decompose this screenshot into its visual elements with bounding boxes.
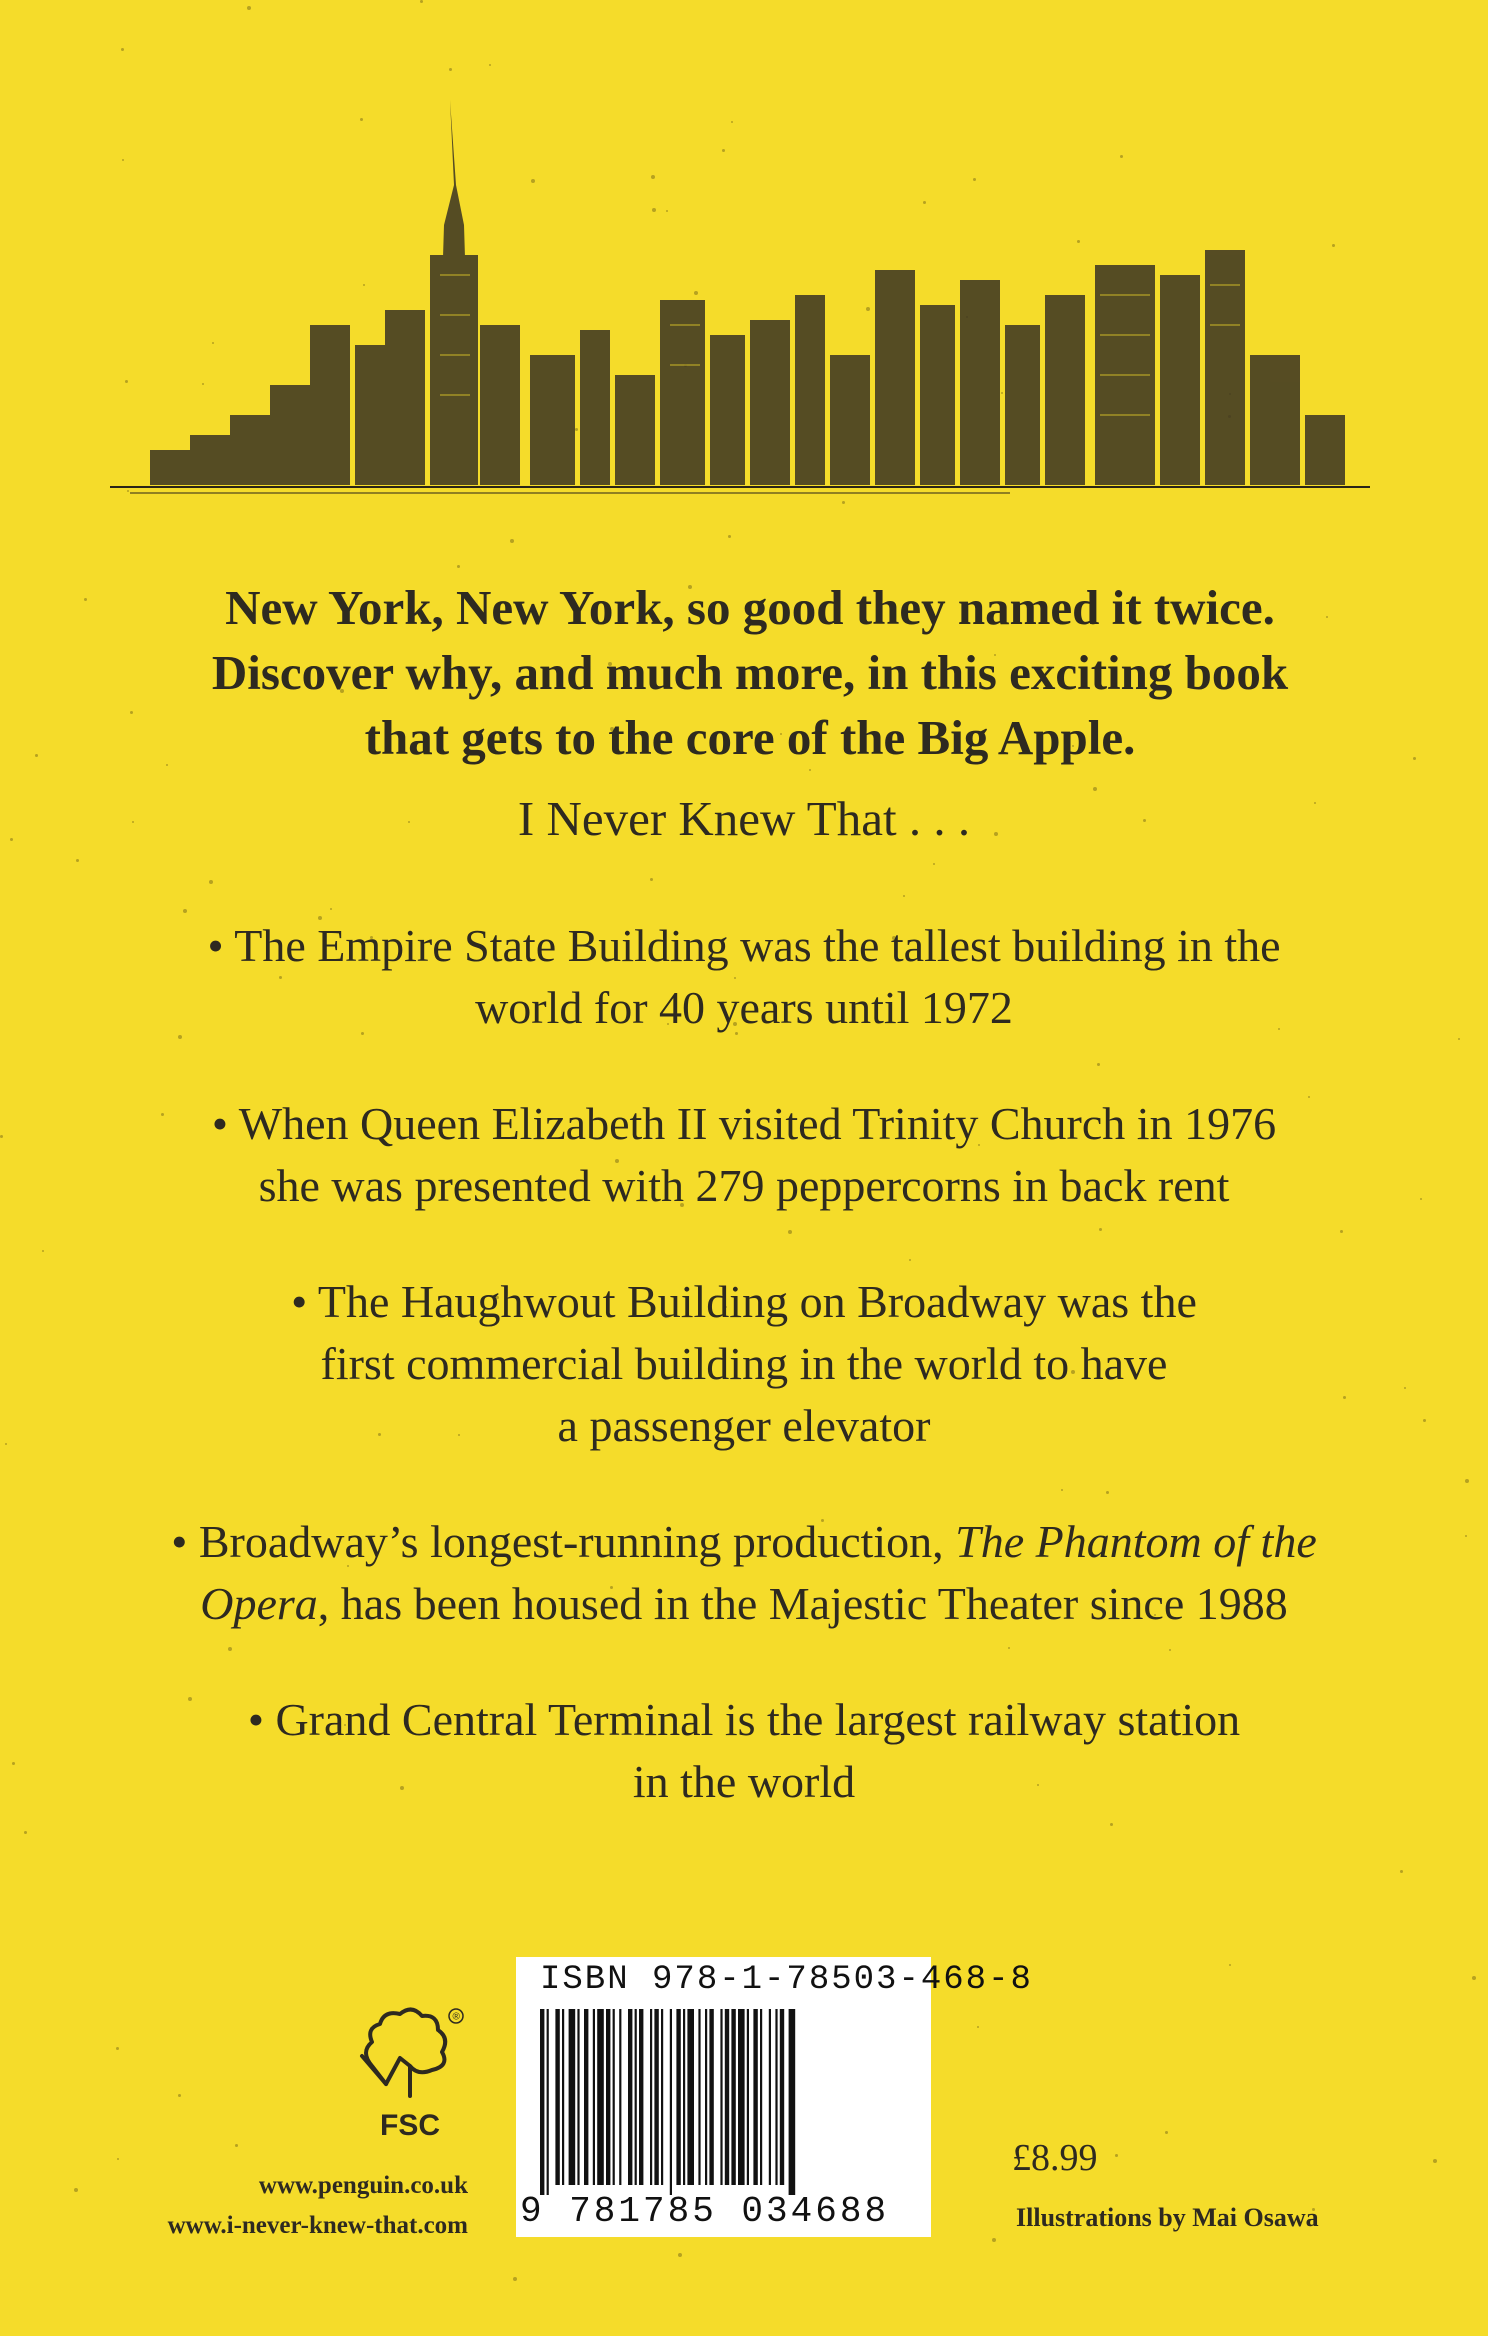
paper-speck [12,1762,15,1765]
paper-speck [728,535,731,538]
barcode-bar [720,2009,722,2185]
new-york-skyline-icon [110,95,1370,495]
paper-speck [116,2047,119,2050]
website-links [168,2166,468,2246]
paper-speck [84,598,87,601]
paper-speck [117,2158,119,2160]
paper-speck [903,895,905,897]
fact-item [100,1511,1388,1635]
paper-speck [121,48,124,51]
series-url[interactable]: www.i-never-knew-that.com [167,2212,468,2239]
penguin-url[interactable]: www.penguin.co.uk [258,2172,468,2199]
paper-speck [76,859,79,862]
paper-speck [489,64,491,66]
paper-speck [678,2253,682,2257]
barcode-bar [747,2009,749,2185]
barcode-bar [540,2009,544,2195]
fact-line: • The Haughwout Building on Broadway was the [291,1276,1197,1327]
fact-title-italic: The Phantom of the [955,1516,1317,1567]
paper-speck [209,880,213,884]
barcode-bar [584,2009,588,2185]
registered-mark: ® [452,2011,460,2023]
paper-speck [420,0,423,3]
barcode-bar [577,2009,579,2185]
fact-line: • When Queen Elizabeth II visited Trinity Church in 1976 [211,1098,1277,1149]
paper-speck [1404,1387,1406,1389]
fact-line: first commercial building in the world to have [320,1338,1168,1389]
paper-speck [247,6,251,10]
barcode-bar [613,2009,615,2185]
barcode-bar [593,2009,595,2185]
barcode-bar [705,2009,707,2185]
fact-title-italic: Opera [200,1578,318,1629]
paper-speck [1413,757,1416,760]
barcode-bar [698,2009,700,2185]
paper-speck [0,1135,3,1138]
tagline-line: New York, New York, so good they named it twice. [225,580,1275,635]
paper-speck [330,908,332,910]
barcode-bar [709,2009,713,2185]
barcode-bar [562,2009,564,2185]
fact-line: • Grand Central Terminal is the largest railway station [247,1694,1241,1745]
barcode-bar [597,2009,604,2185]
barcode-bars-icon [540,2009,910,2195]
barcode-bar [789,2009,796,2195]
tagline-line: that gets to the core of the Big Apple. [364,710,1136,765]
paper-speck [1229,1964,1231,1966]
paper-speck [178,2094,181,2097]
illustrator-credit: Illustrations by Mai Osawa [1016,2203,1319,2232]
ean-digits: 9 781785 034688 [520,2191,890,2232]
paper-speck [1472,1976,1476,1980]
barcode-bar [619,2009,621,2185]
fact-line: world for 40 years until 1972 [475,982,1013,1033]
paper-speck [130,711,133,714]
paper-speck [183,909,187,913]
fsc-tree-logo-icon [352,2006,468,2104]
paper-speck [5,1443,7,1445]
paper-speck [510,539,514,543]
fact-text: , has been housed in the Majestic Theater since 1988 [317,1578,1288,1629]
barcode-bar [769,2009,771,2185]
isbn-barcode [516,1957,1033,2237]
fact-line [100,1511,1388,1573]
tagline [140,575,1360,770]
fact-item [100,915,1388,1039]
paper-speck [1400,1870,1403,1873]
fact-item [100,1093,1388,1217]
fact-line: in the world [632,1756,856,1807]
paper-speck [74,2188,78,2192]
barcode-bar [635,2009,637,2185]
barcode-bar [650,2009,652,2185]
barcode-bar [654,2009,658,2185]
barcode-bar [639,2009,643,2185]
paper-speck [842,501,845,504]
paper-speck [1433,2159,1437,2163]
fact-item [100,1689,1388,1813]
isbn-number: ISBN 978-1-78503-468-8 [540,1961,1033,1999]
tagline-line: Discover why, and much more, in this exciting book [211,645,1289,700]
barcode-bar [731,2009,735,2185]
fact-text: • Broadway’s longest-running production, [171,1516,956,1567]
paper-speck [992,2238,996,2242]
fsc-label: FSC [380,2109,440,2142]
barcode-bar [628,2009,632,2185]
paper-speck [1420,1198,1422,1200]
barcode-bar [687,2009,694,2185]
facts-list [100,915,1388,1867]
fact-line: a passenger elevator [557,1400,931,1451]
price: £8.99 [1012,2137,1098,2179]
paper-speck [513,2277,517,2281]
barcode-bar [676,2009,680,2185]
paper-speck [1115,2154,1118,2157]
barcode-bar [606,2009,610,2185]
paper-speck [1458,1038,1460,1040]
paper-speck [1465,1535,1467,1537]
barcode-bar [683,2009,685,2185]
paper-speck [1465,1479,1469,1483]
intro-heading: I Never Knew That . . . [517,791,971,846]
barcode-bar [569,2009,576,2185]
paper-speck [235,2144,238,2147]
paper-speck [457,565,460,568]
barcode-bar [555,2009,559,2185]
paper-speck [35,754,38,757]
barcode-bar [775,2009,777,2185]
fact-line: she was presented with 279 peppercorns in back rent [258,1160,1230,1211]
fsc-logo [352,2006,468,2143]
barcode-bar [780,2009,784,2185]
barcode-bar [760,2009,762,2185]
paper-speck [650,878,653,881]
paper-speck [977,2026,979,2028]
fact-line [100,1573,1388,1635]
paper-speck [1165,2131,1168,2134]
barcode-bar [725,2009,729,2185]
barcode-bar [670,2009,672,2195]
paper-speck [449,68,452,71]
paper-speck [1423,1419,1426,1422]
barcode-bar [547,2009,549,2195]
barcode-bar [753,2009,757,2185]
barcode-bar [661,2009,663,2185]
fact-item [100,1271,1388,1457]
paper-speck [42,1250,44,1252]
paper-speck [24,1831,27,1834]
fact-line: • The Empire State Building was the tallest building in the [207,920,1281,971]
barcode-bar [738,2009,745,2185]
paper-speck [933,863,935,865]
